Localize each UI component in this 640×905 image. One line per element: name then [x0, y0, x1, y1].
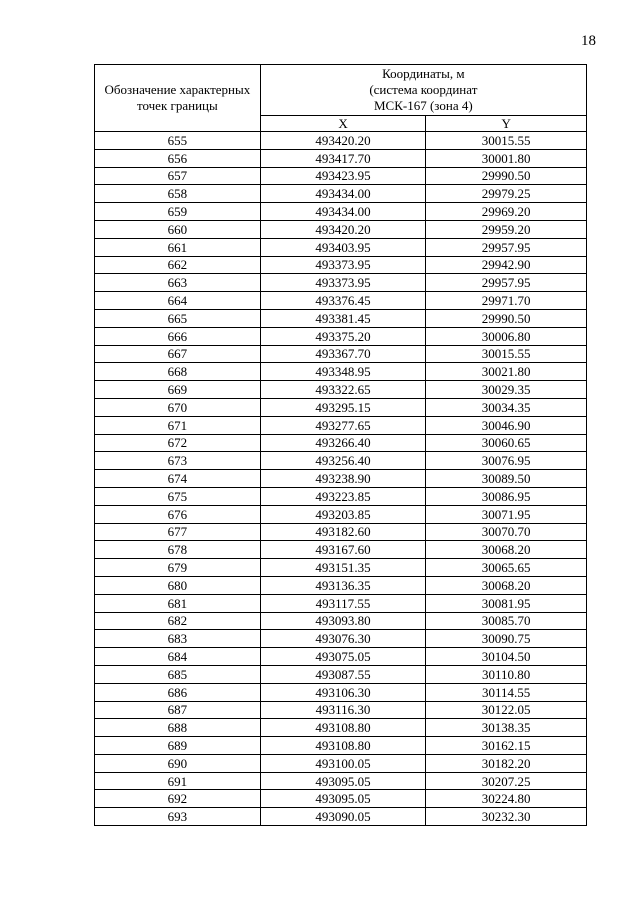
point-id-cell: 688: [95, 719, 261, 737]
y-coordinate-cell: 29957.95: [426, 274, 587, 292]
y-coordinate-cell: 30162.15: [426, 737, 587, 755]
x-coordinate-cell: 493087.55: [260, 665, 426, 683]
point-id-cell: 659: [95, 203, 261, 221]
point-id-cell: 686: [95, 683, 261, 701]
y-coordinate-cell: 29990.50: [426, 167, 587, 185]
point-id-cell: 677: [95, 523, 261, 541]
point-id-cell: 669: [95, 381, 261, 399]
coordinates-table: [94, 64, 587, 826]
point-id-cell: 670: [95, 398, 261, 416]
y-column-header: Y: [426, 116, 587, 132]
x-coordinate-cell: 493367.70: [260, 345, 426, 363]
coordinates-header: [260, 65, 586, 116]
table-row: [95, 683, 587, 701]
table-row: [95, 274, 587, 292]
y-coordinate-cell: 30001.80: [426, 149, 587, 167]
x-coordinate-cell: 493376.45: [260, 292, 426, 310]
point-id-cell: 665: [95, 309, 261, 327]
x-coordinate-cell: 493348.95: [260, 363, 426, 381]
point-id-cell: 692: [95, 790, 261, 808]
x-coordinate-cell: 493266.40: [260, 434, 426, 452]
x-coordinate-cell: 493381.45: [260, 309, 426, 327]
table-row: [95, 505, 587, 523]
point-id-cell: 680: [95, 576, 261, 594]
table-row: [95, 665, 587, 683]
point-id-cell: 657: [95, 167, 261, 185]
point-id-cell: 681: [95, 594, 261, 612]
x-coordinate-cell: 493403.95: [260, 238, 426, 256]
coordinates-header-line2: (система координат: [369, 82, 478, 97]
coordinates-header-line3: МСК-167 (зона 4): [374, 98, 473, 113]
y-coordinate-cell: 30015.55: [426, 345, 587, 363]
table-row: [95, 487, 587, 505]
x-coordinate-cell: 493420.20: [260, 220, 426, 238]
table-row: [95, 790, 587, 808]
x-coordinate-cell: 493093.80: [260, 612, 426, 630]
y-coordinate-cell: 30060.65: [426, 434, 587, 452]
point-id-cell: 691: [95, 772, 261, 790]
table-row: [95, 149, 587, 167]
x-coordinate-cell: 493100.05: [260, 754, 426, 772]
table-row: [95, 452, 587, 470]
y-coordinate-cell: 30207.25: [426, 772, 587, 790]
point-id-cell: 690: [95, 754, 261, 772]
x-coordinate-cell: 493076.30: [260, 630, 426, 648]
table-row: [95, 648, 587, 666]
y-coordinate-cell: 30068.20: [426, 541, 587, 559]
point-id-cell: 678: [95, 541, 261, 559]
point-id-cell: 661: [95, 238, 261, 256]
x-coordinate-cell: 493420.20: [260, 132, 426, 150]
y-coordinate-cell: 30071.95: [426, 505, 587, 523]
table-row: [95, 701, 587, 719]
y-coordinate-cell: 30114.55: [426, 683, 587, 701]
x-column-header: X: [260, 116, 426, 132]
table-row: [95, 594, 587, 612]
table-row: [95, 470, 587, 488]
y-coordinate-cell: 29990.50: [426, 309, 587, 327]
x-coordinate-cell: 493117.55: [260, 594, 426, 612]
table-row: [95, 576, 587, 594]
page-number: 18: [581, 33, 596, 49]
table-row: [95, 772, 587, 790]
y-coordinate-cell: 30224.80: [426, 790, 587, 808]
point-id-cell: 674: [95, 470, 261, 488]
point-id-cell: 666: [95, 327, 261, 345]
y-coordinate-cell: 30138.35: [426, 719, 587, 737]
y-coordinate-cell: 30070.70: [426, 523, 587, 541]
x-coordinate-cell: 493095.05: [260, 772, 426, 790]
table-row: [95, 808, 587, 826]
table-row: [95, 185, 587, 203]
x-coordinate-cell: 493075.05: [260, 648, 426, 666]
y-coordinate-cell: 30122.05: [426, 701, 587, 719]
table-row: [95, 523, 587, 541]
x-coordinate-cell: 493417.70: [260, 149, 426, 167]
point-id-cell: 664: [95, 292, 261, 310]
x-coordinate-cell: 493136.35: [260, 576, 426, 594]
y-coordinate-cell: 30029.35: [426, 381, 587, 399]
table-row: [95, 754, 587, 772]
x-coordinate-cell: 493116.30: [260, 701, 426, 719]
points-header: Обозначение характерных точек границы: [95, 65, 261, 132]
table-row: [95, 220, 587, 238]
table-row: [95, 737, 587, 755]
point-id-cell: 658: [95, 185, 261, 203]
point-id-cell: 676: [95, 505, 261, 523]
table-row: [95, 238, 587, 256]
point-id-cell: 656: [95, 149, 261, 167]
x-coordinate-cell: 493203.85: [260, 505, 426, 523]
y-coordinate-cell: 29942.90: [426, 256, 587, 274]
y-coordinate-cell: 30046.90: [426, 416, 587, 434]
point-id-cell: 668: [95, 363, 261, 381]
y-coordinate-cell: 30104.50: [426, 648, 587, 666]
x-coordinate-cell: 493223.85: [260, 487, 426, 505]
x-coordinate-cell: 493108.80: [260, 719, 426, 737]
x-coordinate-cell: 493434.00: [260, 203, 426, 221]
y-coordinate-cell: 29971.70: [426, 292, 587, 310]
table-row: [95, 434, 587, 452]
table-row: [95, 398, 587, 416]
y-coordinate-cell: 30081.95: [426, 594, 587, 612]
table-row: [95, 292, 587, 310]
point-id-cell: 693: [95, 808, 261, 826]
x-coordinate-cell: 493295.15: [260, 398, 426, 416]
table-body: [95, 132, 587, 826]
y-coordinate-cell: 30021.80: [426, 363, 587, 381]
x-coordinate-cell: 493167.60: [260, 541, 426, 559]
x-coordinate-cell: 493423.95: [260, 167, 426, 185]
x-coordinate-cell: 493373.95: [260, 274, 426, 292]
point-id-cell: 683: [95, 630, 261, 648]
x-coordinate-cell: 493375.20: [260, 327, 426, 345]
table-row: [95, 381, 587, 399]
point-id-cell: 663: [95, 274, 261, 292]
y-coordinate-cell: 29969.20: [426, 203, 587, 221]
point-id-cell: 682: [95, 612, 261, 630]
point-id-cell: 671: [95, 416, 261, 434]
point-id-cell: 675: [95, 487, 261, 505]
y-coordinate-cell: 30068.20: [426, 576, 587, 594]
x-coordinate-cell: 493182.60: [260, 523, 426, 541]
point-id-cell: 660: [95, 220, 261, 238]
x-coordinate-cell: 493434.00: [260, 185, 426, 203]
y-coordinate-cell: 29957.95: [426, 238, 587, 256]
x-coordinate-cell: 493322.65: [260, 381, 426, 399]
x-coordinate-cell: 493373.95: [260, 256, 426, 274]
y-coordinate-cell: 30085.70: [426, 612, 587, 630]
x-coordinate-cell: 493090.05: [260, 808, 426, 826]
y-coordinate-cell: 30034.35: [426, 398, 587, 416]
x-coordinate-cell: 493256.40: [260, 452, 426, 470]
table-row: [95, 559, 587, 577]
y-coordinate-cell: 30089.50: [426, 470, 587, 488]
table-row: [95, 327, 587, 345]
table-row: [95, 203, 587, 221]
point-id-cell: 662: [95, 256, 261, 274]
y-coordinate-cell: 30065.65: [426, 559, 587, 577]
point-id-cell: 687: [95, 701, 261, 719]
point-id-cell: 672: [95, 434, 261, 452]
coordinates-header-line1: Координаты, м: [382, 66, 465, 81]
y-coordinate-cell: 30015.55: [426, 132, 587, 150]
x-coordinate-cell: 493106.30: [260, 683, 426, 701]
table-row: [95, 630, 587, 648]
y-coordinate-cell: 29979.25: [426, 185, 587, 203]
x-coordinate-cell: 493108.80: [260, 737, 426, 755]
y-coordinate-cell: 29959.20: [426, 220, 587, 238]
y-coordinate-cell: 30232.30: [426, 808, 587, 826]
point-id-cell: 673: [95, 452, 261, 470]
x-coordinate-cell: 493095.05: [260, 790, 426, 808]
table-row: [95, 541, 587, 559]
point-id-cell: 679: [95, 559, 261, 577]
table-row: [95, 612, 587, 630]
table-row: [95, 256, 587, 274]
table-row: [95, 363, 587, 381]
point-id-cell: 684: [95, 648, 261, 666]
point-id-cell: 685: [95, 665, 261, 683]
table-row: [95, 719, 587, 737]
x-coordinate-cell: 493277.65: [260, 416, 426, 434]
y-coordinate-cell: 30076.95: [426, 452, 587, 470]
table-row: [95, 132, 587, 150]
table-row: [95, 167, 587, 185]
table-row: [95, 416, 587, 434]
y-coordinate-cell: 30182.20: [426, 754, 587, 772]
x-coordinate-cell: 493238.90: [260, 470, 426, 488]
point-id-cell: 667: [95, 345, 261, 363]
point-id-cell: 655: [95, 132, 261, 150]
y-coordinate-cell: 30090.75: [426, 630, 587, 648]
y-coordinate-cell: 30006.80: [426, 327, 587, 345]
table-row: [95, 309, 587, 327]
table-row: [95, 345, 587, 363]
point-id-cell: 689: [95, 737, 261, 755]
x-coordinate-cell: 493151.35: [260, 559, 426, 577]
y-coordinate-cell: 30110.80: [426, 665, 587, 683]
y-coordinate-cell: 30086.95: [426, 487, 587, 505]
